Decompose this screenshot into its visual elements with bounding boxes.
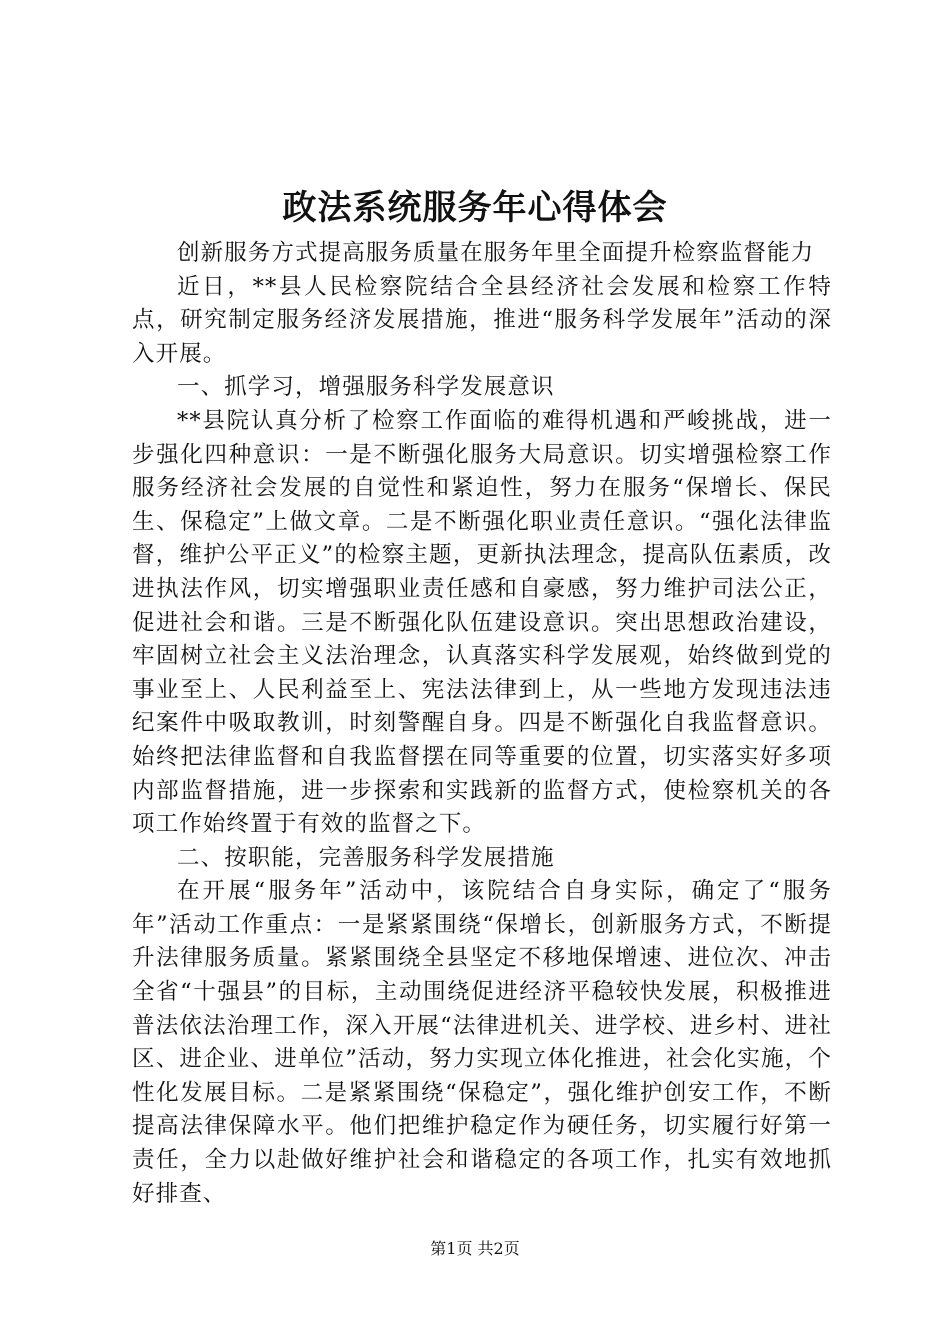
section-1-paragraph: **县院认真分析了检察工作面临的难得机遇和严峻挑战，进一步强化四种意识：一是不断强化服务大局意识。切实增强检察工作服务经济社会发展的自觉性和紧迫性，努力在服务“保增长、保民生、保稳定”上做文章。二是不断强化职业责任意识。“强化法律监督，维护公平正义”的检察主题，更新执法理念，提高队伍素质，改进执法作风，切实增强职业责任感和自豪感，努力维护司法公正，促进社会和谐。三是不断强化队伍建设意识。突出思想政治建设，牢固树立社会主义法治理念，认真落实科学发展观，始终做到党的事业至上、人民利益至上、宪法法律到上，从一些地方发现违法违纪案件中吸取教训，时刻警醒自身。四是不断强化自我监督意识。始终把法律监督和自我监督摆在同等重要的位置，切实落实好多项内部监督措施，进一步探索和实践新的监督方式，使检察机关的各项工作始终置于有效的监督之下。	[132, 407, 832, 838]
intro-paragraph: 近日，**县人民检察院结合全县经济社会发展和检察工作特点，研究制定服务经济发展措施，推进“服务科学发展年”活动的深入开展。	[132, 273, 832, 367]
document-body	[132, 237, 832, 1211]
section-heading-1: 一、抓学习，增强服务科学发展意识	[177, 374, 555, 401]
subtitle-paragraph: 创新服务方式提高服务质量在服务年里全面提升检察监督能力	[177, 240, 815, 266]
page-number-footer: 第1页 共2页	[430, 1239, 520, 1258]
section-heading-2: 二、按职能，完善服务科学发展措施	[177, 844, 555, 871]
document-title: 政法系统服务年心得体会	[282, 188, 668, 228]
section-2-paragraph: 在开展“服务年”活动中，该院结合自身实际，确定了“服务年”活动工作重点：一是紧紧围绕“保增长，创新服务方式，不断提升法律服务质量。紧紧围绕全县坚定不移地保增速、进位次、冲击全省“十强县”的目标，主动围绕促进经济平稳较快发展，积极推进普法依法治理工作，深入开展“法律进机关、进学校、进乡村、进社区、进企业、进单位”活动，努力实现立体化推进，社会化实施，个性化发展目标。二是紧紧围绕“保稳定”，强化维护创安工作，不断提高法律保障水平。他们把维护稳定作为硬任务，切实履行好第一责任，全力以赴做好维护社会和谐稳定的各项工作，扎实有效地抓好排查、	[132, 878, 832, 1207]
